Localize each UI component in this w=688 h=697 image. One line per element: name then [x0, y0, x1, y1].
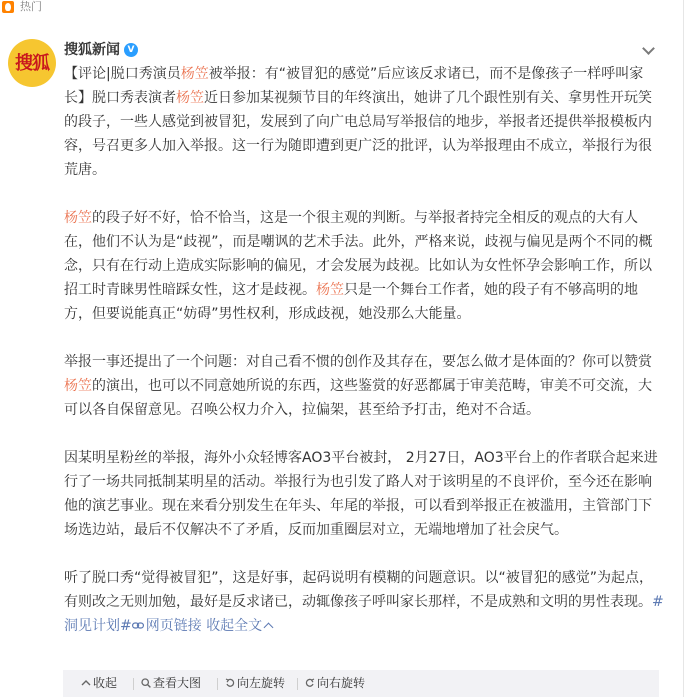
fire-icon	[2, 1, 14, 13]
weibo-card	[0, 24, 688, 697]
paragraph-text: 举报一事还提出了一个问题：对自己看不惯的创作及其存在，要怎么做才是体面的？你可以赞赏	[64, 354, 652, 370]
paragraph-5-text: 听了脱口秀“觉得被冒犯”，这是好事，起码说明有模糊的问题意识。以“被冒犯的感觉”为起点，有则改之无则加勉，最好是反求诸已，动辄像孩子呼叫家长那样，不是成熟和文明的男性表现。	[64, 570, 654, 610]
paragraph-text: 的演出，也可以不同意她所说的东西，这些鉴赏的好恶都属于审美范畴，审美不可交流，大可以各自保留意见。召唤公权力介入，拉偏架，甚至给予打击，绝对不合适。	[64, 378, 652, 418]
rotate-left-button[interactable]	[225, 670, 285, 697]
paragraph-text: 被举报：有“被冒犯的感觉”后应该反求诸已，而不是像孩子一样呼叫家长】脱口秀表演者	[64, 66, 644, 106]
view-large-image-button[interactable]	[141, 670, 201, 697]
hashtag-link[interactable]: #洞见计划#	[64, 594, 664, 634]
image-action-bar	[63, 670, 659, 697]
avatar[interactable]	[8, 39, 56, 87]
highlighted-name-link[interactable]: 杨笠	[64, 378, 92, 394]
chevron-up-icon	[264, 623, 274, 633]
collapse-full-text-link[interactable]	[206, 618, 272, 634]
paragraph-1	[64, 62, 664, 182]
hot-label: 热门	[20, 0, 42, 13]
highlighted-name-link[interactable]: 杨笠	[316, 282, 344, 298]
rotate-left-label: 向左旋转	[237, 676, 286, 690]
collapse-label: 收起	[93, 676, 118, 690]
paragraph-text: 近日参加某视频节目的年终演出，她讲了几个跟性别有关、拿男性开玩笑的段子，一些人感觉到被冒犯，发展到了向广电总局写举报信的地步，举报者还提供举报模板内容，号召更多人加入举报。这一行为随即遭到更广泛的批评，认为举报理由不成立，举报行为很荒唐。	[64, 90, 652, 178]
highlighted-name-link[interactable]: 杨笠	[180, 66, 209, 82]
divider	[217, 678, 218, 690]
top-bar	[0, 0, 688, 14]
paragraph-text: 只是一个舞台工作者，她的段子有不够高明的地方，但要说能真正“妨碍”男性权利，形成歧视，她没那么大能量。	[64, 282, 638, 322]
chevron-down-icon[interactable]	[642, 44, 656, 56]
verified-icon: V	[124, 43, 138, 57]
web-link-label: 网页链接	[145, 618, 202, 634]
collapse-button[interactable]	[81, 670, 117, 697]
paragraph-3	[64, 350, 664, 422]
highlighted-name-link[interactable]: 杨笠	[176, 90, 204, 106]
author-name[interactable]: 搜狐新闻	[64, 42, 120, 58]
paragraph-5	[64, 566, 664, 638]
paragraph-text: 的段子好不好，恰不恰当，这是一个很主观的判断。与举报者持完全相反的观点的大有人在，他们不认为是“歧视”，而是嘲讽的艺术手法。此外，严格来说，歧视与偏见是两个不同的概念，只有在行动上造成实际影响的偏见，才会发展为歧视。比如认为女性怀孕会影响工作，所以招工时青睐男性暗踩女性，这才是歧视。	[64, 210, 653, 298]
web-link[interactable]	[132, 618, 202, 634]
divider	[297, 678, 298, 690]
collapse-icon	[81, 678, 91, 688]
rotate-right-label: 向右旋转	[317, 676, 366, 690]
avatar-logo-text: 搜狐	[15, 53, 49, 74]
paragraph-text: 【评论|脱口秀演员	[64, 66, 181, 82]
paragraph-text: 因某明星粉丝的举报，海外小众轻博客AO3平台被封， 2月27日，AO3平台上的作者联合起来进行了一场共同抵制某明星的活动。举报行为也引发了路人对于该明星的不良评价，至今还在影响他的演艺事业。现在来看分别发生在年头、年尾的举报，可以看到举报正在被滥用，主管部门下场选边站，最后不仅解决不了矛盾，反而加重圈层对立，无端地增加了社会戾气。	[64, 450, 658, 538]
divider	[133, 678, 134, 690]
highlighted-name-link[interactable]: 杨笠	[64, 210, 92, 226]
view-large-label: 查看大图	[153, 676, 202, 690]
post-content	[64, 62, 664, 638]
magnifier-icon	[141, 678, 151, 688]
rotate-right-button[interactable]	[305, 670, 365, 697]
rotate-left-icon	[225, 678, 235, 688]
link-icon	[132, 621, 144, 630]
paragraph-2	[64, 206, 664, 326]
collapse-full-text-label: 收起全文	[206, 618, 263, 634]
rotate-right-icon	[305, 678, 315, 688]
paragraph-4	[64, 446, 664, 542]
